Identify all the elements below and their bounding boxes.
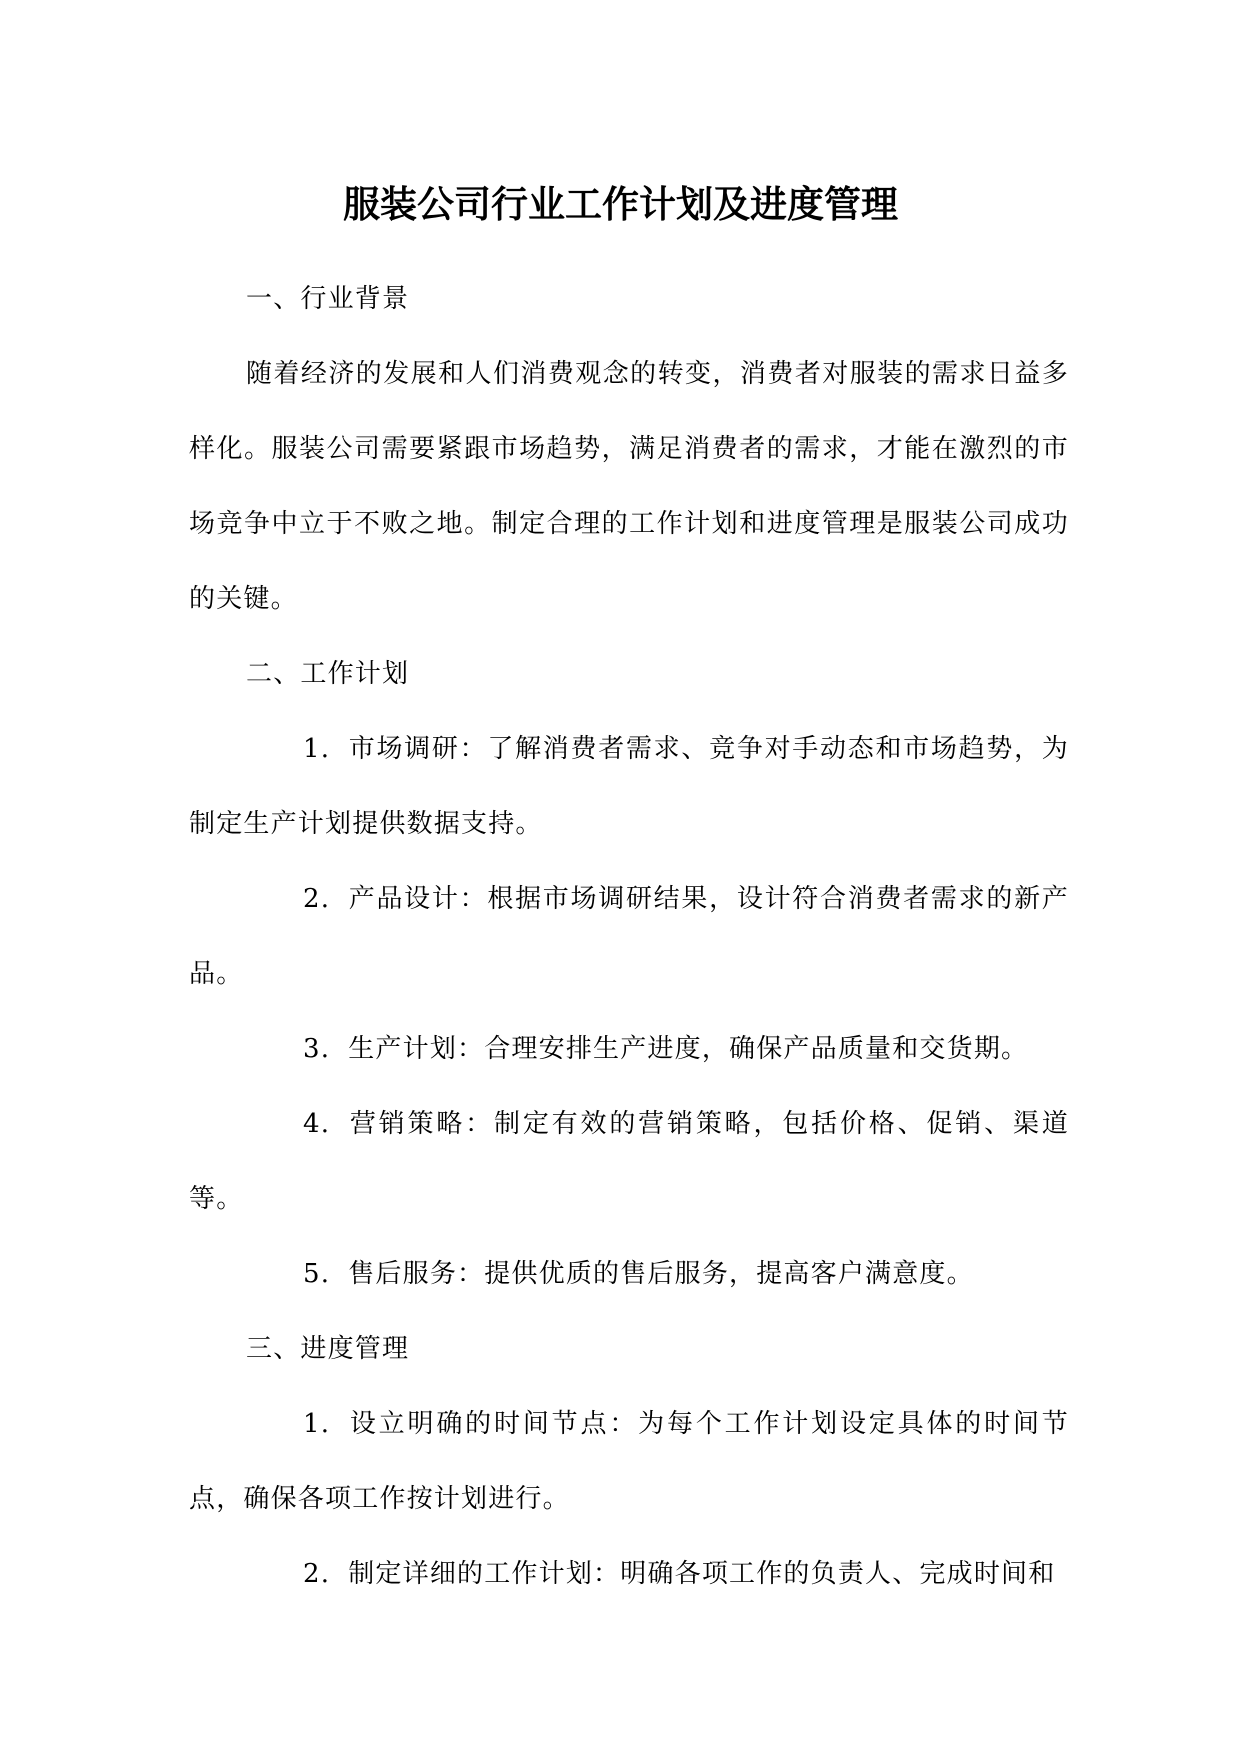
item-text: 设立明确的时间节点：为每个工作计划设定具体的时间节点，确保各项工作按计划进行。: [189, 1409, 1069, 1514]
item-text: 产品设计：根据市场调研结果，设计符合消费者需求的新产品。: [189, 884, 1069, 989]
document-body: [189, 262, 1069, 1612]
item-text: 营销策略：制定有效的营销策略，包括价格、促销、渠道等。: [189, 1109, 1069, 1214]
document-title: 服装公司行业工作计划及进度管理: [343, 183, 898, 226]
work-plan-item-4: [189, 1087, 1069, 1237]
section-heading-progress-management: 三、进度管理: [246, 1334, 410, 1364]
work-plan-item-1: [189, 712, 1069, 862]
work-plan-item-5: [189, 1237, 1069, 1312]
item-number: 5.: [303, 1259, 331, 1289]
item-text: 市场调研：了解消费者需求、竞争对手动态和市场趋势，为制定生产计划提供数据支持。: [189, 734, 1069, 839]
item-text: 生产计划：合理安排生产进度，确保产品质量和交货期。: [348, 1034, 1029, 1064]
item-number: 4.: [303, 1109, 331, 1139]
progress-item-2: [189, 1537, 1069, 1612]
item-number: 1.: [303, 734, 331, 764]
work-plan-item-2: [189, 862, 1069, 1012]
item-text: 制定详细的工作计划：明确各项工作的负责人、完成时间和: [348, 1559, 1056, 1589]
item-text: 售后服务：提供优质的售后服务，提高客户满意度。: [348, 1259, 974, 1289]
item-number: 2.: [303, 884, 331, 914]
section-heading-work-plan: 二、工作计划: [246, 659, 410, 689]
section-heading-background: 一、行业背景: [246, 284, 410, 314]
item-number: 3.: [303, 1034, 331, 1064]
item-number: 2.: [303, 1559, 331, 1589]
item-number: 1.: [303, 1409, 331, 1439]
progress-item-1: [189, 1387, 1069, 1537]
background-paragraph: 随着经济的发展和人们消费观念的转变，消费者对服装的需求日益多样化。服装公司需要紧跟市场趋势，满足消费者的需求，才能在激烈的市场竞争中立于不败之地。制定合理的工作计划和进度管理是服装公司成功的关键。: [189, 359, 1069, 614]
work-plan-item-3: [189, 1012, 1069, 1087]
